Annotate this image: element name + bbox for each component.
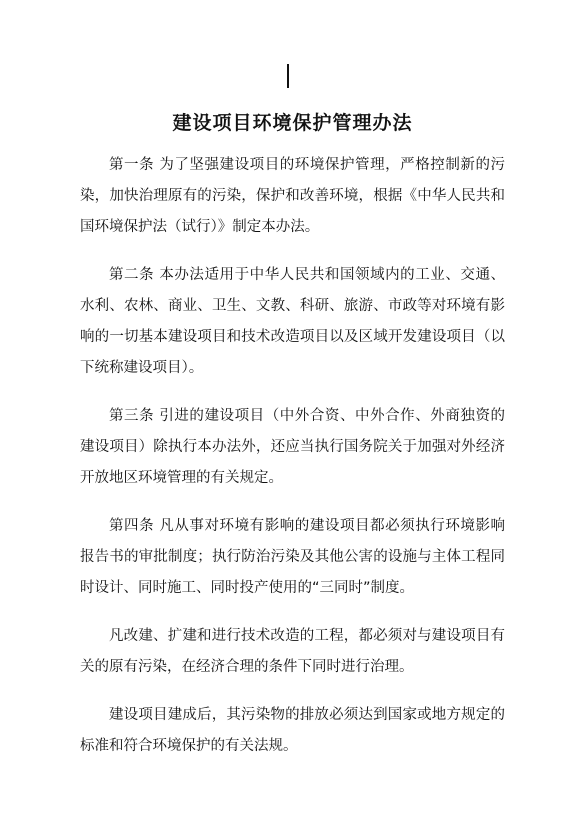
paragraph-article-1: 第一条 为了坚强建设项目的环境保护管理，严格控制新的污染，加快治理原有的污染，保护和改善环境，根据《中华人民共和国环境保护法（试行）》制定本办法。 — [80, 157, 505, 235]
paragraph-article-4-renovation: 凡改建、扩建和进行技术改造的工程，都必须对与建设项目有关的原有污染，在经济合理的条件下同时进行治理。 — [80, 628, 505, 675]
text-cursor-mark — [287, 64, 289, 88]
document-title: 建设项目环境保护管理办法 — [172, 112, 413, 134]
document-body — [80, 150, 505, 779]
paragraph-article-3: 第三条 引进的建设项目（中外合资、中外合作、外商独资的建设项目）除执行本办法外，还应当执行国务院关于加强对外经济开放地区环境管理的有关规定。 — [80, 408, 505, 486]
paragraph-article-4-emission: 建设项目建成后，其污染物的排放必须达到国家或地方规定的标准和符合环境保护的有关法规。 — [80, 707, 505, 754]
paragraph-article-4: 第四条 凡从事对环境有影响的建设项目都必须执行环境影响报告书的审批制度；执行防治污染及其他公害的设施与主体工程同时设计、同时施工、同时投产使用的“三同时”制度。 — [80, 518, 505, 596]
paragraph-article-2: 第二条 本办法适用于中华人民共和国领域内的工业、交通、水利、农林、商业、卫生、文教、科研、旅游、市政等对环境有影响的一切基本建设项目和技术改造项目以及区域开发建设项目（以下统称建设项目）。 — [80, 267, 505, 376]
